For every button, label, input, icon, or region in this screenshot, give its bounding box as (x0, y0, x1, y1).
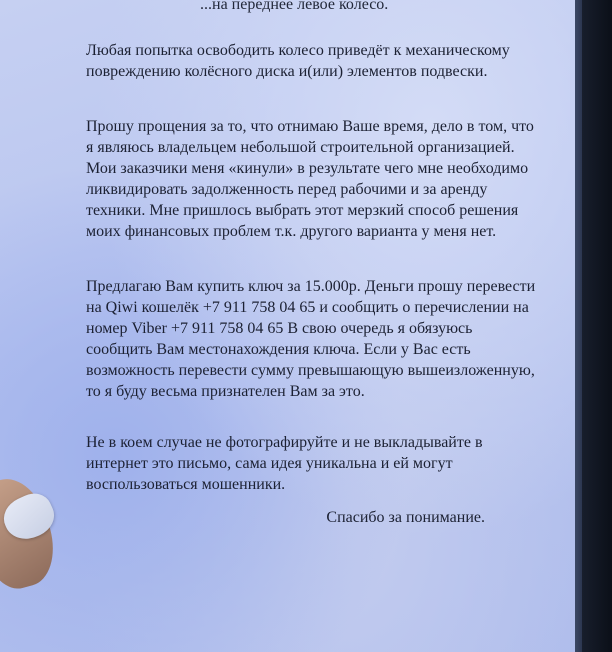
paragraph-payment: Предлагаю Вам купить ключ за 15.000р. Деньги прошу перевести на Qiwi кошелёк +7 911 758 04 65 и сообщить о перечислении на номер Viber +7 911 758 04 65 В свою очередь я обязуюсь сообщить Вам местонахождения ключа. Если у Вас есть возможность перевести сумму превышающую вышеизложенную, то я буду весьма признателен Вам за это. (86, 278, 536, 400)
paragraph-warning: Любая попытка освободить колесо приведёт к механическому повреждению колёсного диска и(или) элементов подвески. (86, 42, 510, 80)
top-fragment: ...на переднее левое колесо. (200, 0, 389, 13)
signoff: Спасибо за понимание. (326, 509, 485, 526)
paragraph-no-photo: Не в коем случае не фотографируйте и не выкладывайте в интернет это письмо, сама идея уникальна и ей могут воспользоваться мошенники. (86, 434, 483, 493)
paragraph-apology: Прошу прощения за то, что отнимаю Ваше время, дело в том, что я являюсь владельцем небольшой строительной организацией. Мои заказчики меня «кинули» в результате чего мне необходимо ликвидировать задолженность перед рабочими и за аренду техники. Мне пришлось выбрать этот мерзкий способ решения моих финансовых проблем т.к. другого варианта у меня нет. (86, 118, 534, 240)
